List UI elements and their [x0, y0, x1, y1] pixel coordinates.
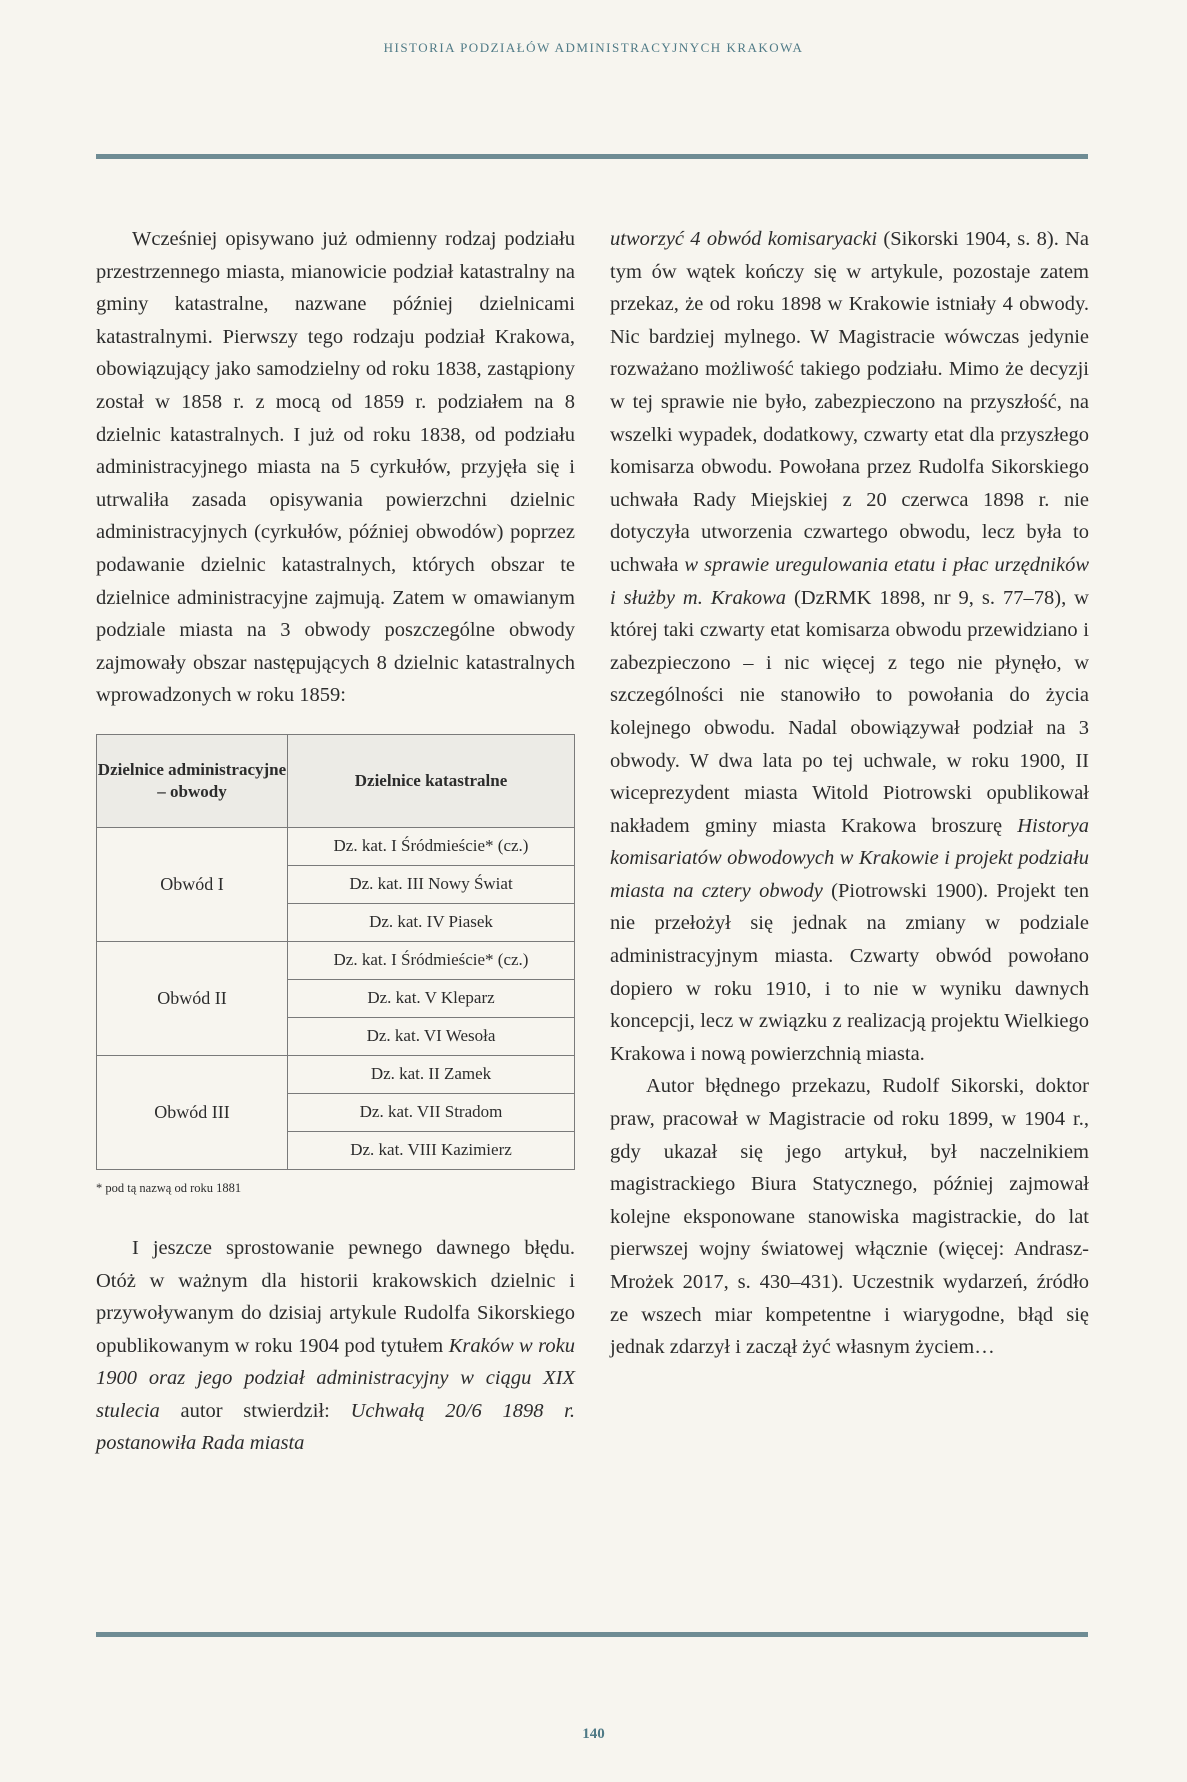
paragraph-correction: [96, 1232, 575, 1460]
table-cell: Dz. kat. IV Piasek: [288, 903, 575, 941]
table-cell: Dz. kat. VII Stradom: [288, 1093, 575, 1131]
table-group-cell: Obwód III: [97, 1055, 288, 1169]
cited-title: Historya komisariatów obwodowych w Krakowie i projekt podziału miasta na cztery obwody: [610, 814, 1089, 902]
table-header-cadastral: Dzielnice katastralne: [288, 734, 575, 827]
table-group-cell: Obwód II: [97, 941, 288, 1055]
text-run: (Piotrowski 1900). Projekt ten nie przełożył się jednak na zmiany w podziale administracyjnym miasta. Czwarty obwód powołano dopiero w roku 1910, i to nie w wyniku dawnych koncepcji, lecz w związku z realizacją projektu Wielkiego Krakowa i nową powierzchnią miasta.: [610, 879, 1089, 1065]
text-run: I jeszcze sprostowanie pewnego dawnego błędu. Otóż w ważnym dla historii krakowskich dzielnic i przywoływanym do dzisiaj artykule Rudolfa Sikorskiego opublikowanym w roku 1904 pod tytułem: [96, 1236, 575, 1357]
table-header-admin: Dzielnice administracyjne – obwody: [97, 734, 288, 827]
table-row: [97, 1055, 575, 1093]
cited-title: w sprawie uregulowania etatu i płac urzędników i służby m. Krakowa: [610, 553, 1090, 609]
top-rule: [96, 154, 1088, 159]
table-footnote: * pod tą nazwą od roku 1881: [96, 1180, 242, 1195]
cited-title: Kraków w roku 1900 oraz jego podział administracyjny w ciągu XIX stulecia: [96, 1334, 575, 1422]
paragraph-author: Autor błędnego przekazu, Rudolf Sikorski, doktor praw, pracował w Magistracie od roku 1899, w 1904 r., gdy ukazał się jego artykuł, był naczelnikiem magistrackiego Biura Statycznego, później zajmował kolejne eksponowane stanowiska magistrackie, do lat pierwszej wojny światowej włącznie (więcej: Andrasz-Mrożek 2017, s. 430–431). Uczestnik wydarzeń, źródło ze wszech miar kompetentne i wiarygodne, błąd się jednak zdarzył i zaczął żyć własnym życiem…: [610, 1075, 1089, 1359]
paragraph-cadastral-intro: Wcześniej opisywano już odmienny rodzaj podziału przestrzennego miasta, mianowicie podział katastralny na gminy katastralne, nazwane później dzielnicami katastralnymi. Pierwszy tego rodzaju podział Krakowa, obowiązujący jako samodzielny od roku 1838, zastąpiony został w 1858 r. z mocą od 1859 r. podziałem na 8 dzielnic katastralnych. I już od roku 1838, od podziału administracyjnego miasta na 5 cyrkułów, przyjęła się i utrwaliła zasada opisywania powierzchni dzielnic administracyjnych (cyrkułów, później obwodów) poprzez podawanie dzielnic katastralnych, których obszar te dzielnice administracyjne zajmują. Zatem w omawianym podziale miasta na 3 obwody poszczególne obwody zajmowały obszar następujących 8 dzielnic katastralnych wprowadzonych w roku 1859:: [96, 228, 575, 707]
table-group-cell: Obwód I: [97, 827, 288, 941]
bottom-rule: [96, 1632, 1088, 1637]
right-column: [610, 223, 1089, 1364]
table-row: [97, 827, 575, 865]
table-row: [97, 941, 575, 979]
table-cell: Dz. kat. VIII Kazimierz: [288, 1131, 575, 1169]
table-cell: Dz. kat. I Śródmieście* (cz.): [288, 941, 575, 979]
table-cell: Dz. kat. I Śródmieście* (cz.): [288, 827, 575, 865]
table-cell: Dz. kat. V Kleparz: [288, 979, 575, 1017]
text-run: (Sikorski 1904, s. 8). Na tym ów wątek kończy się w artykule, pozostaje zatem przekaz, że od roku 1898 w Krakowie istniały 4 obwody. Nic bardziej mylnego. W Magistracie wówczas jedynie rozważano możliwość takiego podziału. Mimo że decyzji w tej sprawie nie było, zabezpieczono na przyszłość, na wszelki wypadek, dodatkowy, czwarty etat dla przyszłego komisarza obwodu. Powołana przez Rudolfa Sikorskiego uchwała Rady Miejskiej z 20 czerwca 1898 r. nie dotyczyła utworzenia czwartego obwodu, lecz była to uchwała: [610, 228, 1089, 576]
districts-table: [96, 734, 575, 1170]
quote: Uchwałą 20/6 1898 r. postanowiła Rada miasta: [96, 1399, 575, 1455]
table-cell: Dz. kat. VI Wesoła: [288, 1017, 575, 1055]
left-column: [96, 223, 575, 1460]
paragraph-continued: [610, 223, 1089, 1070]
running-head: HISTORIA PODZIAŁÓW ADMINISTRACYJNYCH KRAKOWA: [383, 40, 804, 55]
quote: utworzyć 4 obwód komisaryacki: [610, 228, 878, 250]
page-number: 140: [582, 1726, 605, 1742]
table-cell: Dz. kat. II Zamek: [288, 1055, 575, 1093]
text-run: autor stwierdził:: [159, 1399, 351, 1422]
text-run: (DzRMK 1898, nr 9, s. 77–78), w której taki czwarty etat komisarza obwodu przewidziano i zabezpieczono – i nic więcej z tego nie płynęło, w szczególności nie stanowiło to powołania do życia kolejnego obwodu. Nadal obowiązywał podział na 3 obwody. W dwa lata po tej uchwale, w roku 1900, II wiceprezydent miasta Witold Piotrowski opublikował nakładem gminy miasta Krakowa broszurę: [610, 586, 1089, 837]
table-cell: Dz. kat. III Nowy Świat: [288, 865, 575, 903]
